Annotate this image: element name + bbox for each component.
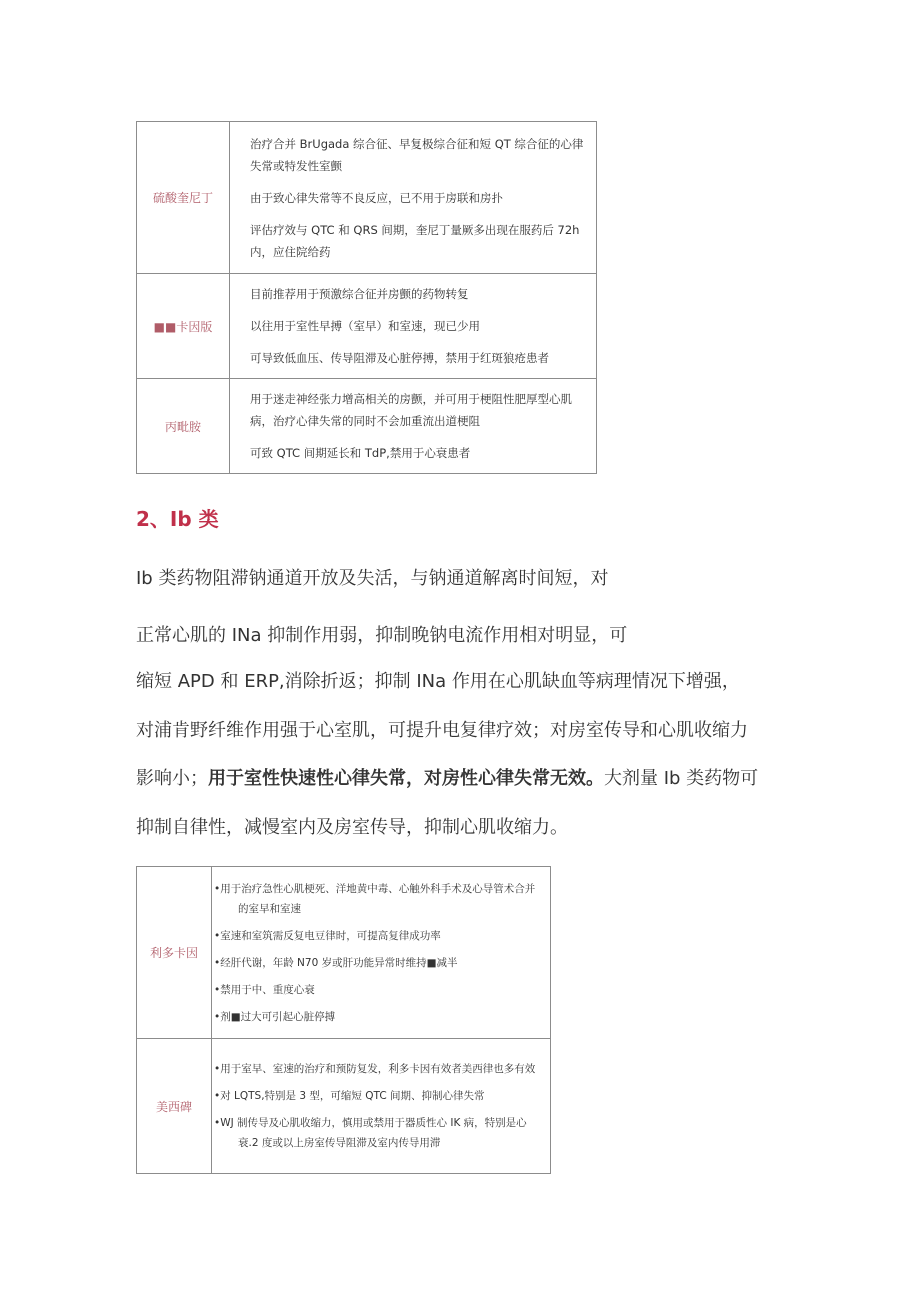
note-text: •剂■过大可引起心脏停搏	[214, 1010, 336, 1023]
drug-name-cell: ■■卡因版	[137, 274, 230, 379]
note-text: 目前推荐用于预激综合征并房颤的药物转复	[250, 287, 469, 301]
section-heading: 2、Ib 类	[136, 507, 219, 531]
table-row	[137, 1039, 551, 1174]
paragraph-line: 正常心肌的 INa 抑制作用弱，抑制晚钠电流作用相对明显，可	[136, 625, 628, 646]
table-row	[137, 379, 597, 474]
table-row	[137, 867, 551, 1039]
drug-notes-cell	[230, 122, 597, 274]
note-text: •WJ 制传导及心肌收缩力，慎用或禁用于器质性心 IK 病，特别是心衰.2 度或以上房室传导阻滞及室内传导用滞	[214, 1117, 527, 1149]
note-text: 治疗合并 BrUgada 综合征、早复极综合征和短 QT 综合征的心律失常或特发性室颤	[250, 136, 584, 173]
paragraph-emphasis: 用于室性快速性心律失常，对房性心律失常无效。	[208, 768, 604, 789]
note-text: •用于治疗急性心肌梗死、洋地黄中毒、心触外科手术及心导管术合并的室早和室速	[214, 882, 536, 915]
note-text: 可导致低血压、传导阻滞及心脏停搏，禁用于红斑狼疮患者	[250, 351, 549, 365]
drug-table-class-ia	[136, 121, 597, 474]
paragraph-text: 大剂量 Ib 类药物可	[604, 768, 759, 789]
note-text: •禁用于中、重度心衰	[214, 983, 315, 996]
note-text: 可致 QTC 间期延长和 TdP,禁用于心衰患者	[250, 446, 471, 460]
table-row	[137, 122, 597, 274]
note-text: 评估疗效与 QTC 和 QRS 间期，奎尼丁量厥多出现在服药后 72h 内，应住院给药	[250, 222, 580, 259]
table-row	[137, 274, 597, 379]
paragraph-text: 影响小；	[136, 768, 208, 789]
note-text: •对 LQTS,特别是 3 型，可缩短 QTC 间期、抑制心律失常	[214, 1090, 485, 1102]
paragraph-line: 抑制自律性，减慢室内及房室传导，抑制心肌收缩力。	[136, 817, 568, 838]
note-text: 由于致心律失常等不良反应，已不用于房联和房扑	[250, 190, 503, 205]
note-text: •室速和室筑需反复电豆律时，可提高复律成功率	[214, 929, 441, 942]
drug-notes-cell	[230, 274, 597, 379]
note-text: 用于迷走神经张力增高相关的房颤，并可用于梗阻性肥厚型心肌病，治疗心律失常的同时不会加重流出道梗阻	[250, 392, 572, 428]
drug-table-class-ib	[136, 866, 551, 1174]
drug-notes-cell	[230, 379, 597, 474]
paragraph-line: 缩短 APD 和 ERP,消除折返；抑制 INa 作用在心肌缺血等病理情况下增强，	[136, 671, 740, 692]
note-text: •用于室早、室速的治疗和预防复发，利多卡因有效者美西律也多有效	[214, 1063, 536, 1075]
drug-name-cell: 美西碑	[137, 1039, 212, 1174]
paragraph-line: Ib 类药物阻滞钠通道开放及失活，与钠通道解离时间短，对	[136, 568, 609, 589]
drug-name-cell: 硫酸奎尼丁	[137, 122, 230, 274]
paragraph-line: 对浦肯野纤维作用强于心室肌，可提升电复律疗效；对房室传导和心肌收缩力	[136, 720, 748, 741]
note-text: 以往用于室性早搏（室早）和室速，现已少用	[250, 319, 480, 333]
drug-name-cell: 利多卡因	[137, 867, 212, 1039]
note-text: •经肝代谢，年龄 N70 岁或肝功能异常时维持■减半	[214, 956, 458, 969]
drug-name-cell: 丙毗胺	[137, 379, 230, 474]
paragraph-line	[136, 764, 796, 790]
drug-notes-cell	[212, 1039, 551, 1174]
drug-notes-cell	[212, 867, 551, 1039]
